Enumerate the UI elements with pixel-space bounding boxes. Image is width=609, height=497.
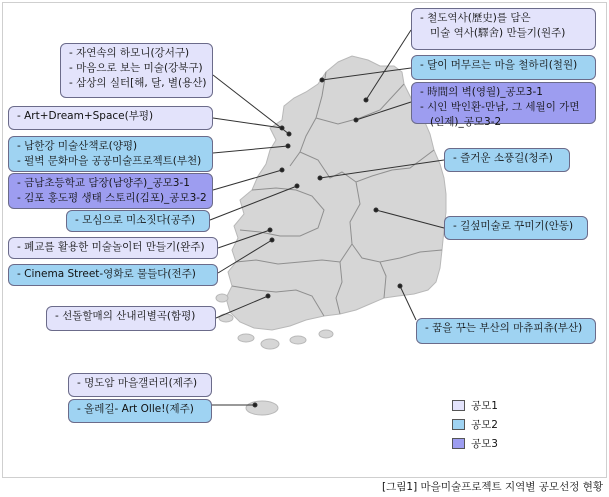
island-south-1 — [238, 334, 254, 342]
legend — [452, 397, 498, 454]
legend-swatch-1 — [452, 400, 465, 411]
label-line: - 길섶미술로 꾸미기(안동) — [453, 220, 574, 232]
label-wanju — [8, 237, 218, 259]
island-west-1 — [216, 294, 228, 302]
label-busan — [416, 318, 596, 344]
label-bupyeong — [8, 106, 213, 130]
label-jeonju — [8, 264, 218, 286]
label-gongju — [66, 210, 210, 232]
legend-item-1 — [452, 397, 498, 413]
legend-label-2: 공모2 — [471, 418, 498, 431]
legend-item-3 — [452, 435, 498, 451]
label-line: - 달이 머무르는 마을 철하리(철원) — [420, 59, 578, 71]
label-line: - 철도역사(歷史)를 담은 — [420, 12, 531, 24]
island-south-4 — [319, 330, 333, 338]
label-seoul — [60, 43, 213, 98]
legend-swatch-3 — [452, 438, 465, 449]
label-line: - 마음으로 보는 미술(강북구) — [69, 62, 203, 74]
label-line: (인제)_공모3-2 — [420, 116, 502, 128]
label-line: - 폐교를 활용한 미술놀이터 만들기(완주) — [17, 241, 205, 253]
label-yeongwol — [411, 82, 596, 128]
island-south-2 — [261, 339, 279, 349]
label-line: - 명도암 마을갤러리(제주) — [77, 377, 198, 389]
label-line: - 시인 박인환-만남, 그 세월이 가면 — [420, 101, 580, 113]
label-jeju-2 — [68, 399, 212, 423]
label-line: - 김포 홍도평 생태 스토리(김포)_공모3-2 — [17, 192, 207, 204]
label-line: - 삼상의 실터[해, 달, 별(용산) — [69, 77, 207, 89]
label-line: - 남한강 미술산책로(양평) — [17, 140, 138, 152]
label-namyangju — [8, 173, 213, 209]
island-south-3 — [290, 336, 306, 344]
jeju-island — [246, 401, 278, 415]
label-hampyeong — [46, 306, 216, 331]
label-line: - Cinema Street-영화로 물들다(전주) — [17, 268, 196, 280]
label-line: 미술 역사(驛舍) 만들기(원주) — [420, 27, 566, 39]
label-line: - 펄벽 문화마을 공공미술프로젝트(부천) — [17, 155, 202, 167]
label-line: - 모심으로 미소짓다(공주) — [75, 214, 196, 226]
label-yangpyeong — [8, 136, 213, 172]
label-wonju — [411, 8, 596, 50]
label-andong — [444, 216, 588, 240]
label-line: - 즐거운 소풍길(청주) — [453, 152, 553, 164]
label-line: - 금남초등학교 담장(남양주)_공모3-1 — [17, 177, 190, 189]
figure-caption: [그림1] 마을미술프로젝트 지역별 공모선정 현황 — [382, 481, 603, 493]
island-west-2 — [219, 314, 233, 322]
legend-swatch-2 — [452, 419, 465, 430]
legend-label-3: 공모3 — [471, 437, 498, 450]
label-line: - 선돌할매의 산내리별곡(함평) — [55, 310, 196, 322]
label-cheorwon — [411, 55, 596, 80]
label-jeju-1 — [68, 373, 212, 397]
label-line: - Art+Dream+Space(부평) — [17, 110, 154, 122]
label-line: - 자연속의 하모니(강서구) — [69, 47, 190, 59]
legend-item-2 — [452, 416, 498, 432]
legend-label-1: 공모1 — [471, 399, 498, 412]
label-line: - 時間의 벽(영월)_공모3-1 — [420, 86, 543, 98]
label-cheongju — [444, 148, 570, 172]
label-line: - 올레길- Art Olle!(제주) — [77, 403, 194, 415]
label-line: - 꿈을 꾸는 부산의 마츄피츄(부산) — [425, 322, 583, 334]
